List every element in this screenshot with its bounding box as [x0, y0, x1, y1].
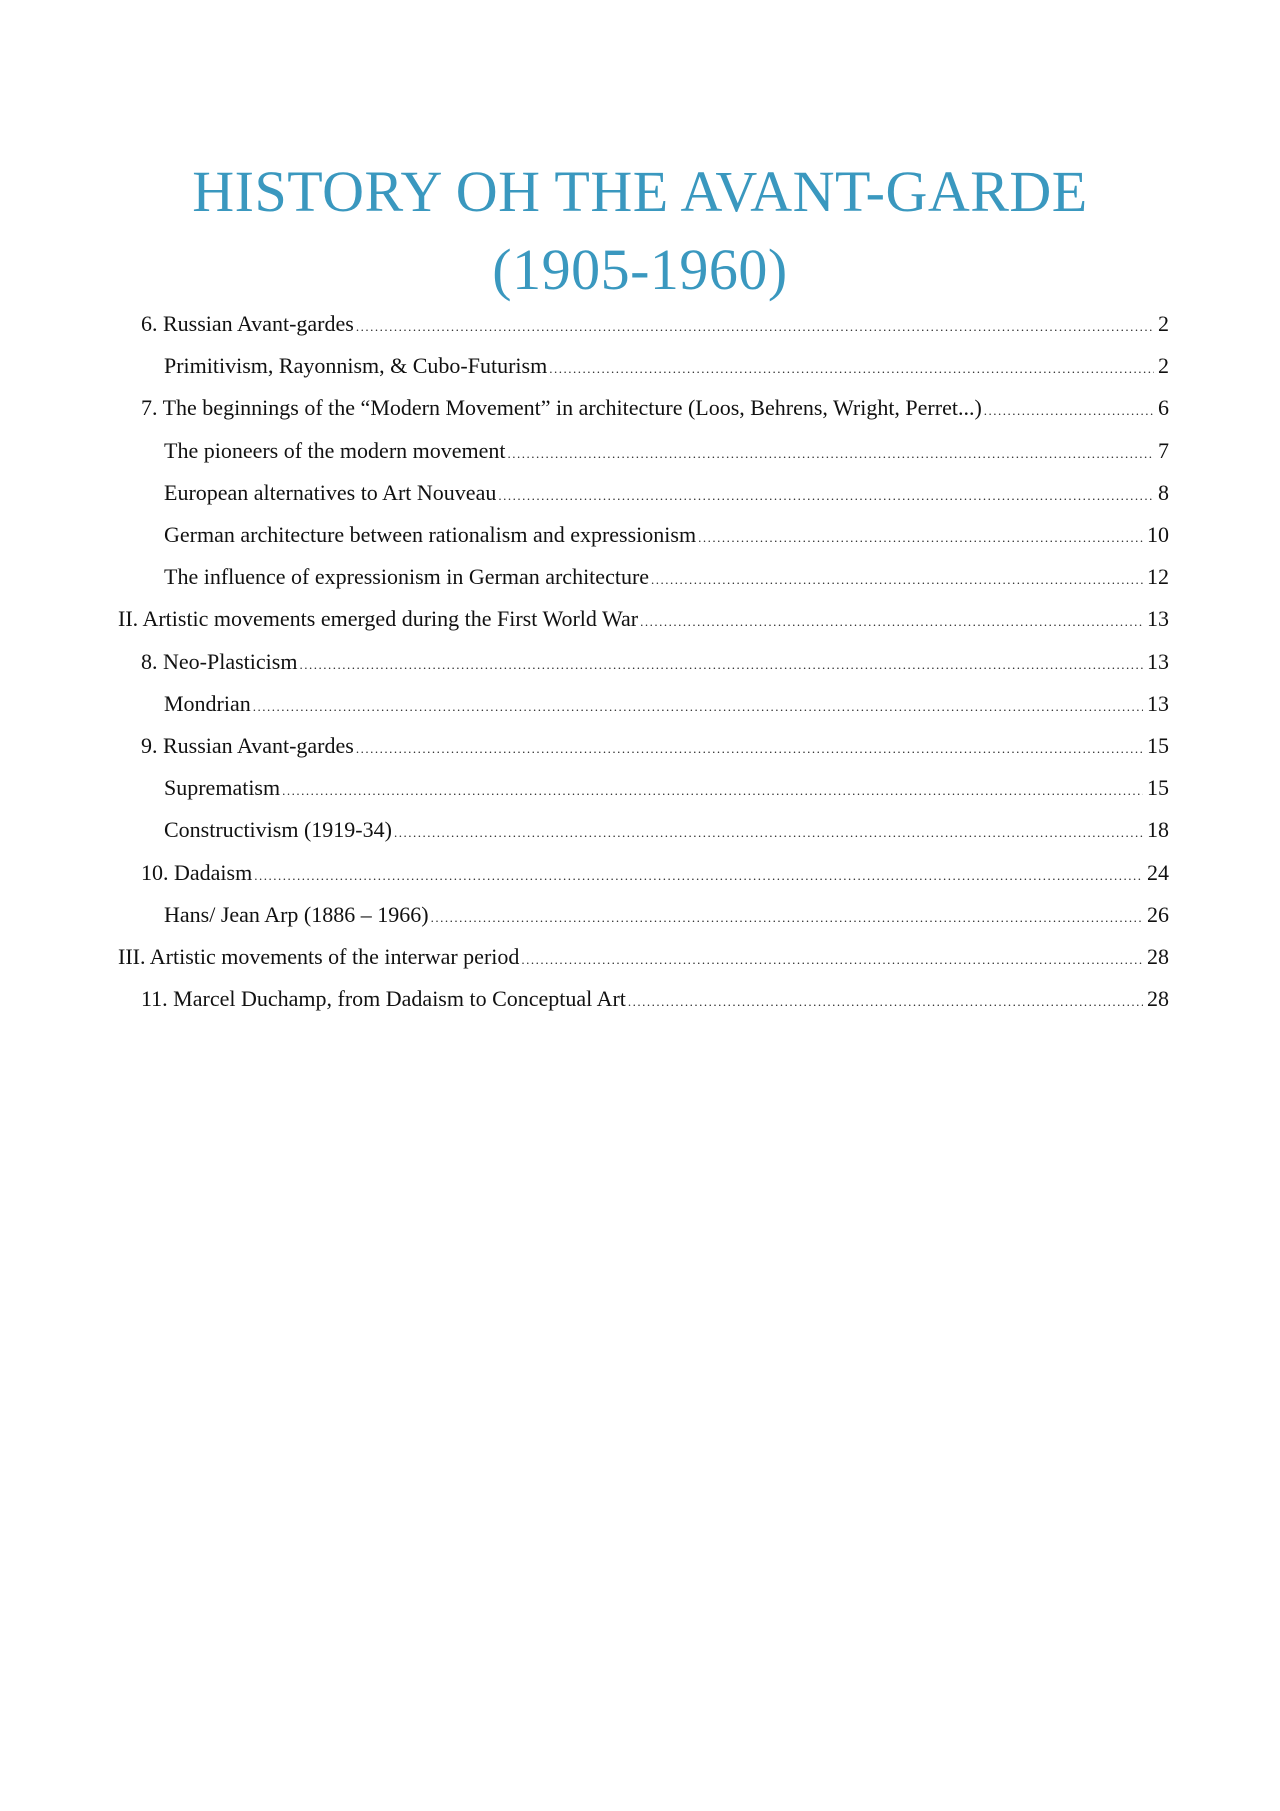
- toc-dot-leader: [628, 987, 1143, 1017]
- toc-page-number: 18: [1147, 817, 1169, 843]
- toc-entry[interactable]: [141, 309, 1169, 339]
- toc-page-number: 26: [1147, 901, 1169, 927]
- toc-entry[interactable]: [164, 900, 1169, 930]
- toc-entry[interactable]: [118, 942, 1169, 972]
- toc-entry-title: Primitivism, Rayonnism, & Cubo-Futurism: [164, 353, 548, 379]
- toc-dot-leader: [356, 312, 1154, 342]
- toc-entry[interactable]: [164, 815, 1169, 845]
- toc-dot-leader: [356, 734, 1143, 764]
- toc-page-number: 15: [1147, 733, 1169, 758]
- toc-dot-leader: [431, 903, 1143, 933]
- toc-page-number: 2: [1158, 353, 1169, 379]
- toc-entry-title: German architecture between rationalism and expressionism: [164, 522, 697, 547]
- toc-entry-title: 11. Marcel Duchamp, from Dadaism to Conceptual Art: [141, 986, 626, 1012]
- toc-dot-leader: [299, 650, 1143, 680]
- toc-entry[interactable]: [141, 393, 1169, 423]
- toc-entry[interactable]: [164, 351, 1169, 381]
- toc-entry[interactable]: [164, 773, 1169, 803]
- toc-entry[interactable]: [141, 984, 1169, 1014]
- toc-page-number: 12: [1147, 564, 1169, 590]
- toc-dot-leader: [521, 945, 1143, 975]
- toc-page-number: 2: [1158, 311, 1169, 336]
- toc-page-number: 28: [1147, 944, 1169, 969]
- toc-entry-title: Mondrian: [164, 690, 251, 716]
- toc-entry[interactable]: [164, 562, 1169, 592]
- toc-entry-title: 8. Neo-Plasticism: [141, 648, 298, 674]
- toc-entry-title: 6. Russian Avant-gardes: [141, 311, 354, 336]
- toc-entry[interactable]: [164, 689, 1169, 719]
- toc-entry[interactable]: [141, 647, 1169, 677]
- toc-dot-leader: [549, 354, 1154, 384]
- toc-page-number: 28: [1147, 986, 1169, 1012]
- toc-entry-title: The influence of expressionism in German architecture: [164, 564, 650, 590]
- toc-entry-title: Hans/ Jean Arp (1886 – 1966): [164, 901, 429, 927]
- toc-page-number: 13: [1147, 690, 1169, 716]
- toc-page-number: 8: [1158, 479, 1169, 505]
- toc-entry-title: 9. Russian Avant-gardes: [141, 733, 354, 758]
- toc-page-number: 10: [1147, 522, 1169, 547]
- toc-entry-title: The pioneers of the modern movement: [164, 437, 506, 463]
- toc-page-number: 6: [1158, 395, 1169, 421]
- toc-dot-leader: [282, 776, 1143, 806]
- toc-entry[interactable]: [141, 731, 1169, 761]
- toc-page-number: 24: [1147, 859, 1169, 885]
- toc-dot-leader: [984, 396, 1154, 426]
- toc-page-number: 15: [1147, 775, 1169, 801]
- toc-entry-title: II. Artistic movements emerged during the First World War: [118, 606, 639, 632]
- toc-entry-title: European alternatives to Art Nouveau: [164, 479, 497, 505]
- toc-entry[interactable]: [164, 436, 1169, 466]
- toc-page-number: 13: [1147, 606, 1169, 632]
- toc-dot-leader: [498, 481, 1154, 511]
- toc-entry[interactable]: [164, 478, 1169, 508]
- toc-entry[interactable]: [141, 858, 1169, 888]
- toc-entry-title: 7. The beginnings of the “Modern Movement” in architecture (Loos, Behrens, Wright, Perret...): [141, 395, 982, 421]
- document-title: HISTORY OH THE AVANT-GARDE: [192, 159, 1088, 224]
- toc-entry-title: Suprematism: [164, 775, 281, 801]
- toc-entry-title: Constructivism (1919-34): [164, 817, 392, 843]
- toc-dot-leader: [508, 439, 1154, 469]
- toc-entry-title: 10. Dadaism: [141, 859, 253, 885]
- toc-page-number: 7: [1158, 437, 1169, 463]
- toc-entry[interactable]: [164, 520, 1169, 550]
- toc-dot-leader: [253, 692, 1143, 722]
- document-title-dates: (1905-1960): [492, 237, 788, 302]
- toc-entry[interactable]: [118, 604, 1169, 634]
- toc-dot-leader: [394, 818, 1143, 848]
- toc-page-number: 13: [1147, 648, 1169, 674]
- toc-entry-title: III. Artistic movements of the interwar period: [118, 944, 520, 969]
- toc-dot-leader: [254, 861, 1143, 891]
- toc-dot-leader: [698, 523, 1143, 553]
- toc-dot-leader: [651, 565, 1143, 595]
- toc-dot-leader: [640, 607, 1143, 637]
